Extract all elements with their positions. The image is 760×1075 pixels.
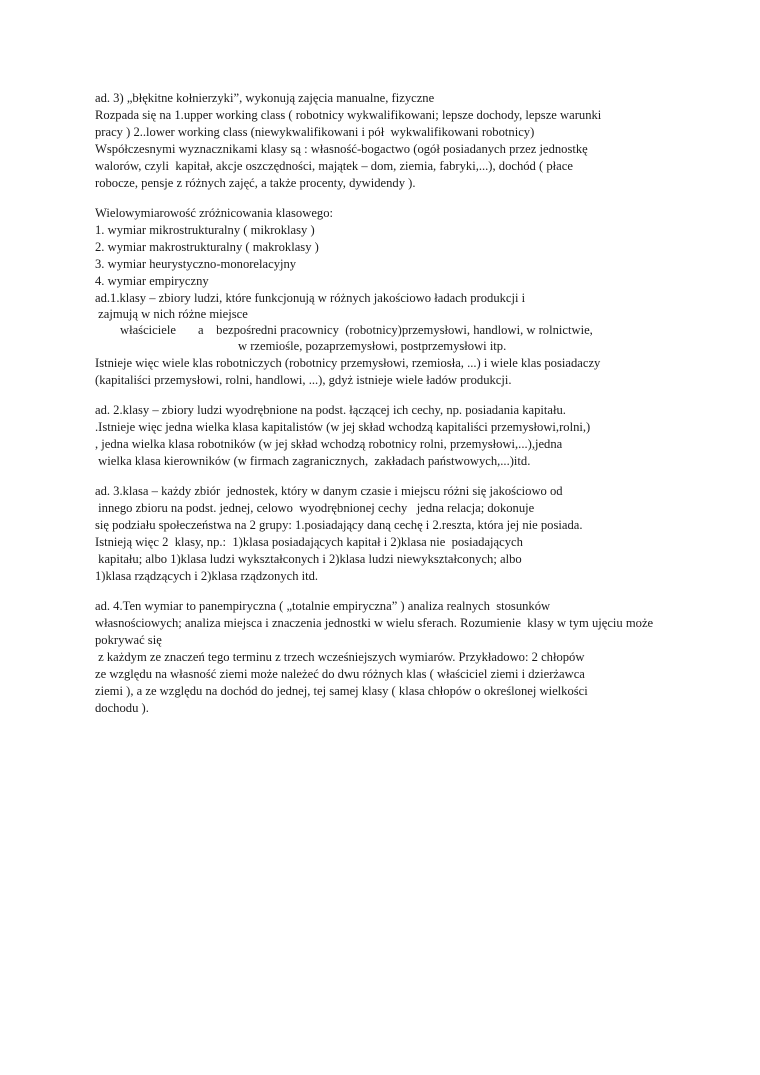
text-line: z każdym ze znaczeń tego terminu z trzech wcześniejszych wymiarów. Przykładowo: 2 chłopów [95,650,585,664]
text-line: , jedna wielka klasa robotników (w jej skład wchodzą robotnicy rolni, przemysłowi,...),jedna [95,437,563,451]
text-line: dochodu ). [95,701,149,715]
text-line: ad. 3) „błękitne kołnierzyki”, wykonują zajęcia manualne, fizyczne [95,91,435,105]
text-line: w rzemiośle, pozaprzemysłowi, postprzemysłowi itp. [238,339,507,353]
text-line: ad. 3.klasa – każdy zbiór jednostek, który w danym czasie i miejscu różni się jakościowo od [95,484,563,498]
text-line: własnościowych; analiza miejsca i znaczenia jednostki w wielu sferach. Rozumienie klasy w tym ujęciu może [95,616,654,630]
text-line: pokrywać się [95,633,162,647]
text-line: pracy ) 2..lower working class (niewykwalifikowani i pół wykwalifikowani robotnicy) [95,125,535,139]
text-line: Istnieje więc wiele klas robotniczych (robotnicy przemysłowi, rzemiosła, ...) i wiele klas posiadaczy [95,356,601,370]
text-line: Rozpada się na 1.upper working class ( robotnicy wykwalifikowani; lepsze dochody, lepsze warunki [95,108,602,122]
text-line: innego zbioru na podst. jednej, celowo wyodrębnionej cechy jedna relacja; dokonuje [95,501,535,515]
text-line: 3. wymiar heurystyczno-monorelacyjny [95,257,297,271]
text-line: .Istnieje więc jedna wielka klasa kapitalistów (w jej skład wchodzą kapitaliści przemysłowi,rolni,) [95,420,591,434]
text-line: 2. wymiar makrostrukturalny ( makroklasy ) [95,240,319,254]
text-line: ad. 2.klasy – zbiory ludzi wyodrębnione na podst. łączącej ich cechy, np. posiadania kapitału. [95,403,566,417]
text-line: (kapitaliści przemysłowi, rolni, handlowi, ...), gdyż istnieje wiele ładów produkcji. [95,373,512,387]
text-line: kapitału; albo 1)klasa ludzi wykształconych i 2)klasa ludzi niewykształconych; albo [95,552,522,566]
text-line: 1. wymiar mikrostrukturalny ( mikroklasy ) [95,223,315,237]
text-line: Istnieją więc 2 klasy, np.: 1)klasa posiadających kapitał i 2)klasa nie posiadających [95,535,523,549]
text-line: się podziału społeczeństwa na 2 grupy: 1.posiadający daną cechę i 2.reszta, która jej nie posiada. [95,518,583,532]
text-line: Współczesnymi wyznacznikami klasy są : własność-bogactwo (ogół posiadanych przez jednostkę [95,142,588,156]
text-line: robocze, pensje z różnych zajęć, a także procenty, dywidendy ). [95,176,416,190]
text-line: walorów, czyli kapitał, akcje oszczędności, majątek – dom, ziemia, fabryki,...), dochód ( płace [95,159,573,173]
text-line: Wielowymiarowość zróżnicowania klasowego: [95,206,333,220]
text-line: ze względu na własność ziemi może należeć do dwu różnych klas ( właściciel ziemi i dzierżawca [95,667,585,681]
text-line: zajmują w nich różne miejsce [95,307,248,321]
text-line: właściciele a bezpośredni pracownicy (robotnicy)przemysłowi, handlowi, w rolnictwie, [120,323,593,337]
text-line: 4. wymiar empiryczny [95,274,209,288]
text-line: ad. 4.Ten wymiar to panempiryczna ( „totalnie empiryczna” ) analiza realnych stosunków [95,599,551,613]
text-line: ziemi ), a ze względu na dochód do jednej, tej samej klasy ( klasa chłopów o określonej wielkości [95,684,588,698]
text-line: 1)klasa rządzących i 2)klasa rządzonych itd. [95,569,319,583]
text-line: wielka klasa kierowników (w firmach zagranicznych, zakładach państwowych,...)itd. [95,454,531,468]
text-line: ad.1.klasy – zbiory ludzi, które funkcjonują w różnych jakościowo ładach produkcji i [95,291,526,305]
